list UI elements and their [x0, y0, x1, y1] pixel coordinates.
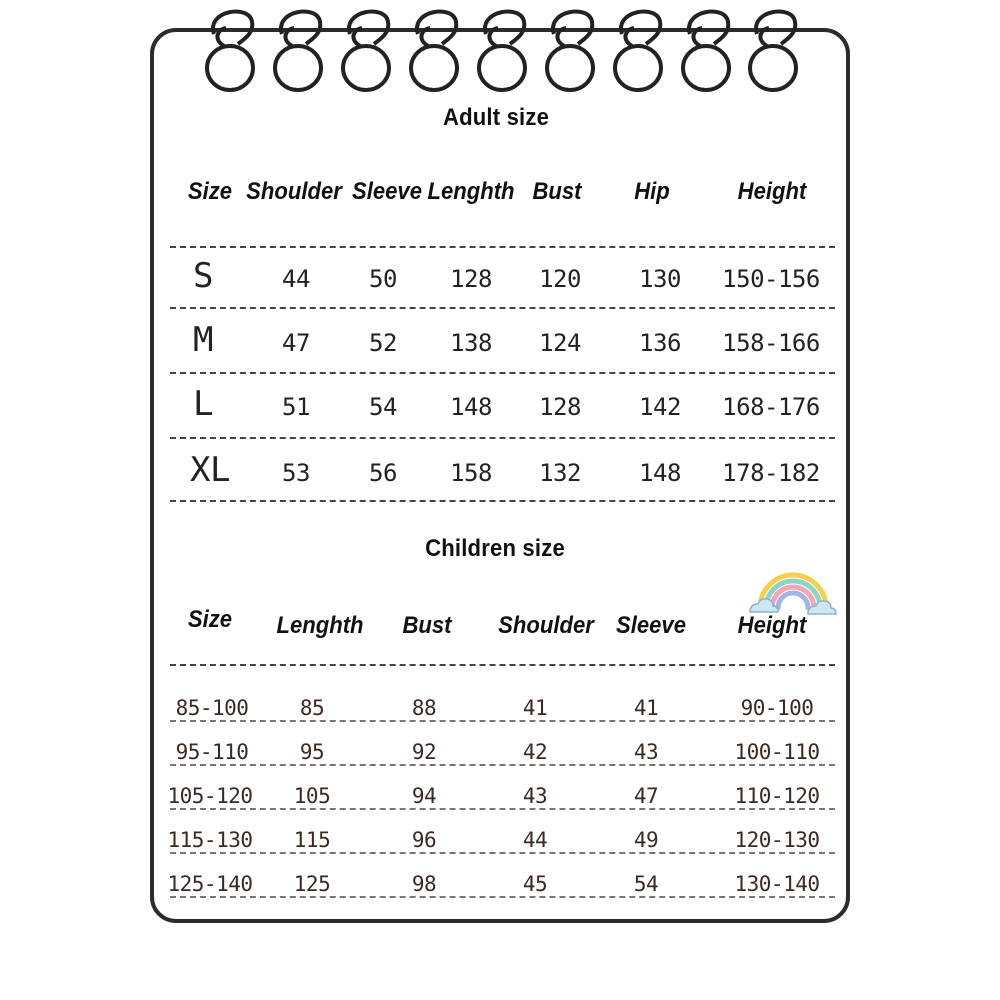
divider [170, 246, 835, 248]
adult-cell-size: L [193, 384, 213, 424]
children-cell-length: 95 [299, 740, 325, 764]
adult-cell-sleeve: 50 [369, 265, 397, 293]
adult-cell-shoulder: 47 [282, 329, 310, 357]
divider [170, 437, 835, 439]
adult-cell-length: 128 [450, 265, 492, 293]
adult-header-sleeve: Sleeve [352, 178, 422, 205]
children-cell-height: 120-130 [734, 828, 820, 852]
children-cell-length: 125 [293, 872, 331, 896]
children-header-bust: Bust [402, 612, 452, 639]
children-cell-sleeve: 41 [633, 696, 659, 720]
children-cell-size: 115-130 [167, 828, 253, 852]
children-header-size: Size [187, 606, 233, 633]
adult-cell-bust: 132 [539, 459, 581, 487]
adult-header-shoulder: Shoulder [246, 178, 342, 205]
children-cell-bust: 94 [411, 784, 437, 808]
adult-cell-height: 178-182 [722, 459, 820, 487]
adult-cell-sleeve: 52 [369, 329, 397, 357]
divider [170, 896, 835, 898]
children-cell-size: 125-140 [167, 872, 253, 896]
adult-size-title: Adult size [442, 104, 550, 131]
children-cell-length: 105 [293, 784, 331, 808]
adult-header-size: Size [187, 178, 233, 205]
children-cell-bust: 92 [411, 740, 437, 764]
adult-header-hip: Hip [634, 178, 670, 205]
adult-header-length: Lenghth [427, 178, 515, 205]
divider [170, 307, 835, 309]
adult-cell-hip: 142 [639, 393, 681, 421]
adult-cell-length: 148 [450, 393, 492, 421]
adult-cell-bust: 124 [539, 329, 581, 357]
adult-cell-bust: 120 [539, 265, 581, 293]
children-cell-bust: 96 [411, 828, 437, 852]
children-cell-shoulder: 41 [522, 696, 548, 720]
adult-cell-length: 158 [450, 459, 492, 487]
rainbow-cloud-icon [748, 560, 838, 620]
adult-cell-length: 138 [450, 329, 492, 357]
divider [170, 720, 835, 722]
children-header-sleeve: Sleeve [616, 612, 686, 639]
children-header-shoulder: Shoulder [498, 612, 594, 639]
children-cell-height: 130-140 [734, 872, 820, 896]
adult-cell-size: M [193, 320, 213, 360]
adult-cell-bust: 128 [539, 393, 581, 421]
adult-cell-hip: 148 [639, 459, 681, 487]
adult-cell-shoulder: 44 [282, 265, 310, 293]
children-cell-sleeve: 47 [633, 784, 659, 808]
children-cell-sleeve: 43 [633, 740, 659, 764]
children-cell-length: 85 [299, 696, 325, 720]
adult-cell-height: 168-176 [722, 393, 820, 421]
adult-header-height: Height [737, 178, 807, 205]
children-cell-bust: 98 [411, 872, 437, 896]
divider [170, 372, 835, 374]
children-cell-sleeve: 49 [633, 828, 659, 852]
adult-cell-hip: 136 [639, 329, 681, 357]
children-cell-sleeve: 54 [633, 872, 659, 896]
divider [170, 500, 835, 502]
children-header-length: Lenghth [276, 612, 364, 639]
adult-cell-height: 150-156 [722, 265, 820, 293]
divider [170, 852, 835, 854]
children-cell-height: 110-120 [734, 784, 820, 808]
adult-cell-shoulder: 51 [282, 393, 310, 421]
divider [170, 664, 835, 666]
divider [170, 764, 835, 766]
adult-header-bust: Bust [532, 178, 582, 205]
adult-cell-sleeve: 56 [369, 459, 397, 487]
adult-cell-hip: 130 [639, 265, 681, 293]
children-cell-height: 90-100 [740, 696, 814, 720]
children-cell-size: 85-100 [175, 696, 249, 720]
adult-cell-shoulder: 53 [282, 459, 310, 487]
children-header-height: Height [737, 612, 807, 639]
children-cell-height: 100-110 [734, 740, 820, 764]
children-cell-shoulder: 43 [522, 784, 548, 808]
adult-cell-sleeve: 54 [369, 393, 397, 421]
children-cell-size: 95-110 [175, 740, 249, 764]
children-cell-bust: 88 [411, 696, 437, 720]
children-cell-shoulder: 45 [522, 872, 548, 896]
adult-cell-size: S [193, 256, 213, 296]
children-size-title: Children size [425, 535, 565, 562]
children-cell-shoulder: 42 [522, 740, 548, 764]
children-cell-size: 105-120 [167, 784, 253, 808]
adult-cell-height: 158-166 [722, 329, 820, 357]
children-cell-length: 115 [293, 828, 331, 852]
children-cell-shoulder: 44 [522, 828, 548, 852]
divider [170, 808, 835, 810]
adult-cell-size: XL [190, 450, 230, 490]
